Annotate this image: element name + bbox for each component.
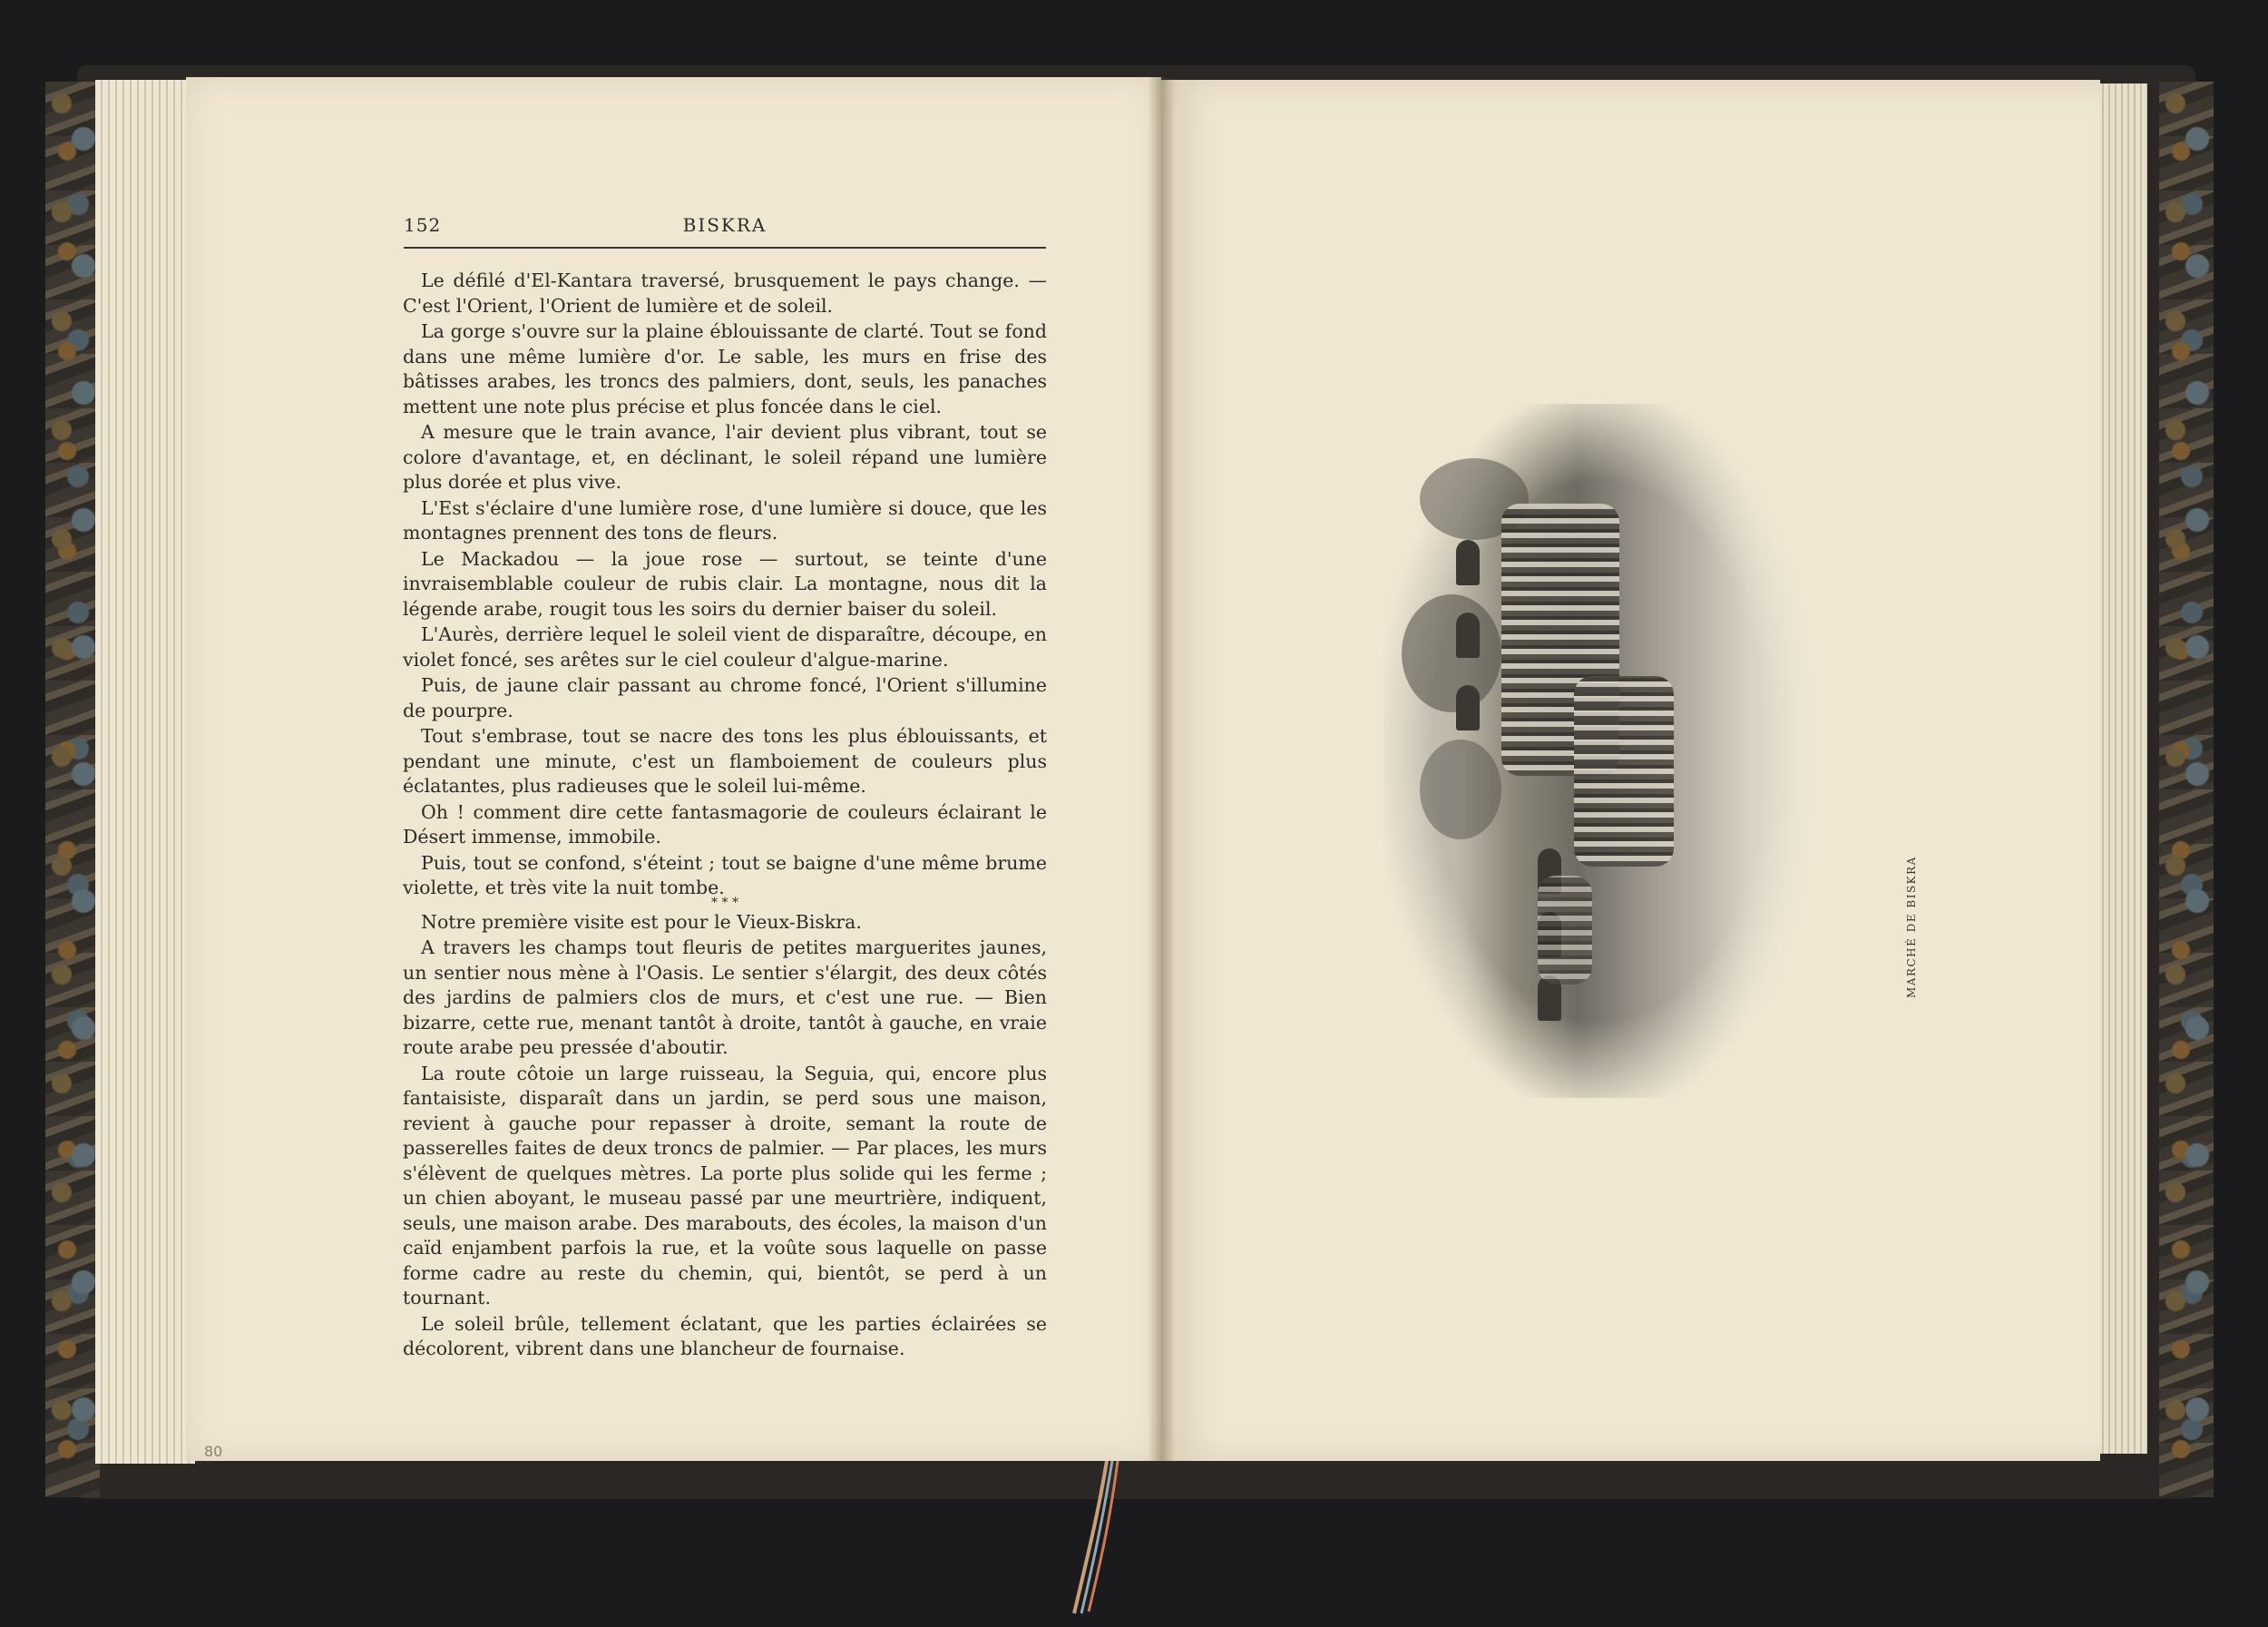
page-number: 152: [404, 214, 442, 236]
paragraph: Puis, de jaune clair passant au chrome foncé, l'Orient s'illumine de pourpre.: [403, 674, 1047, 721]
photo-caption: MARCHÉ DE BISKRA: [1905, 856, 1918, 998]
paragraph: A travers les champs tout fleuris de petites marguerites jaunes, un sentier nous mène à l'Oasis. Le sentier s'élargit, des deux côtés des jardins de palmiers clos de murs, et c'est une rue. — Bien bizarre, cette rue, menant tantôt à droite, tantôt à gauche, en vraie route arabe peu pressée d'aboutir.: [403, 936, 1047, 1058]
paragraph: Oh ! comment dire cette fantasmagorie de couleurs éclairant le Désert immense, immobile.: [403, 800, 1047, 848]
pencil-note: 80: [204, 1443, 223, 1460]
bookmark-ribbon: [1070, 1461, 1134, 1615]
crowd: [1538, 876, 1592, 985]
paragraph: Le défilé d'El-Kantara traversé, brusquement le pays change. — C'est l'Orient, l'Orient de lumière et de soleil.: [403, 270, 1047, 317]
paragraph: La route côtoie un large ruisseau, la Seguia, qui, encore plus fantaisiste, disparaît dans un jardin, se perd sous une maison, revient à gauche pour repasser à droite, semant la route de passerelles faites de deux troncs de palmier. — Par places, les murs s'élèvent de quelques mètres. La porte plus solide qui les ferme ; un chien aboyant, le museau passé par une meurtrière, indiquent, seuls, une maison arabe. Des marabouts, des écoles, la maison d'un caïd enjambent parfois la rue, et la voûte sous laquelle on passe forme cadre au reste du chemin, qui, bientôt, se perd à un tournant.: [403, 1062, 1047, 1308]
market-photograph: [1383, 404, 1814, 1098]
book-gutter: [1148, 77, 1175, 1461]
paragraph: L'Aurès, derrière lequel le soleil vient de disparaître, découpe, en violet foncé, ses arêtes sur le ciel couleur d'algue-marine.: [403, 623, 1047, 671]
section-separator: * * *: [711, 895, 738, 910]
paragraph: Tout s'embrase, tout se nacre des tons les plus éblouissants, et pendant une minute, c'est un flamboiement de couleurs plus éclatantes, plus radieuses que le soleil lui-même.: [403, 725, 1047, 797]
crowd: [1574, 676, 1674, 867]
arch: [1456, 685, 1480, 730]
arch: [1456, 613, 1480, 658]
paragraph: Puis, tout se confond, s'éteint ; tout se baigne d'une même brume violette, et très vite la nuit tombe.: [403, 851, 1047, 898]
paragraph: La gorge s'ouvre sur la plaine éblouissante de clarté. Tout se fond dans une même lumière d'or. Le sable, les murs en frise des bâtisses arabes, les troncs des palmiers, dont, seuls, les panaches mettent une note plus précise et plus foncée dans le ciel.: [403, 320, 1047, 417]
body-text: [403, 269, 1047, 1363]
palm-tree: [1402, 594, 1501, 712]
paragraph: Notre première visite est pour le Vieux-Biskra.: [421, 910, 862, 933]
paragraph: A mesure que le train avance, l'air devient plus vibrant, tout se colore d'avantage, et, en déclinant, le soleil répand une lumière plus dorée et plus vive.: [403, 421, 1047, 493]
marbled-edge-right: [2159, 82, 2214, 1497]
page-edges-right: [2097, 83, 2147, 1454]
arch: [1456, 540, 1480, 585]
header-rule: [404, 247, 1046, 249]
running-title: BISKRA: [682, 214, 767, 236]
marbled-edge-left: [45, 82, 100, 1497]
palm-tree: [1420, 740, 1501, 839]
paragraph: Le Mackadou — la joue rose — surtout, se teinte d'une invraisemblable couleur de rubis clair. La montagne, nous dit la légende arabe, rougit tous les soirs du dernier baiser du soleil.: [403, 547, 1047, 620]
paragraph: L'Est s'éclaire d'une lumière rose, d'une lumière si douce, que les montagnes prennent des tons de fleurs.: [403, 496, 1047, 544]
paragraph: Le soleil brûle, tellement éclatant, que les parties éclairées se décolorent, vibrent dans une blancheur de fournaise.: [403, 1312, 1047, 1359]
page-edges-left: [95, 80, 195, 1464]
